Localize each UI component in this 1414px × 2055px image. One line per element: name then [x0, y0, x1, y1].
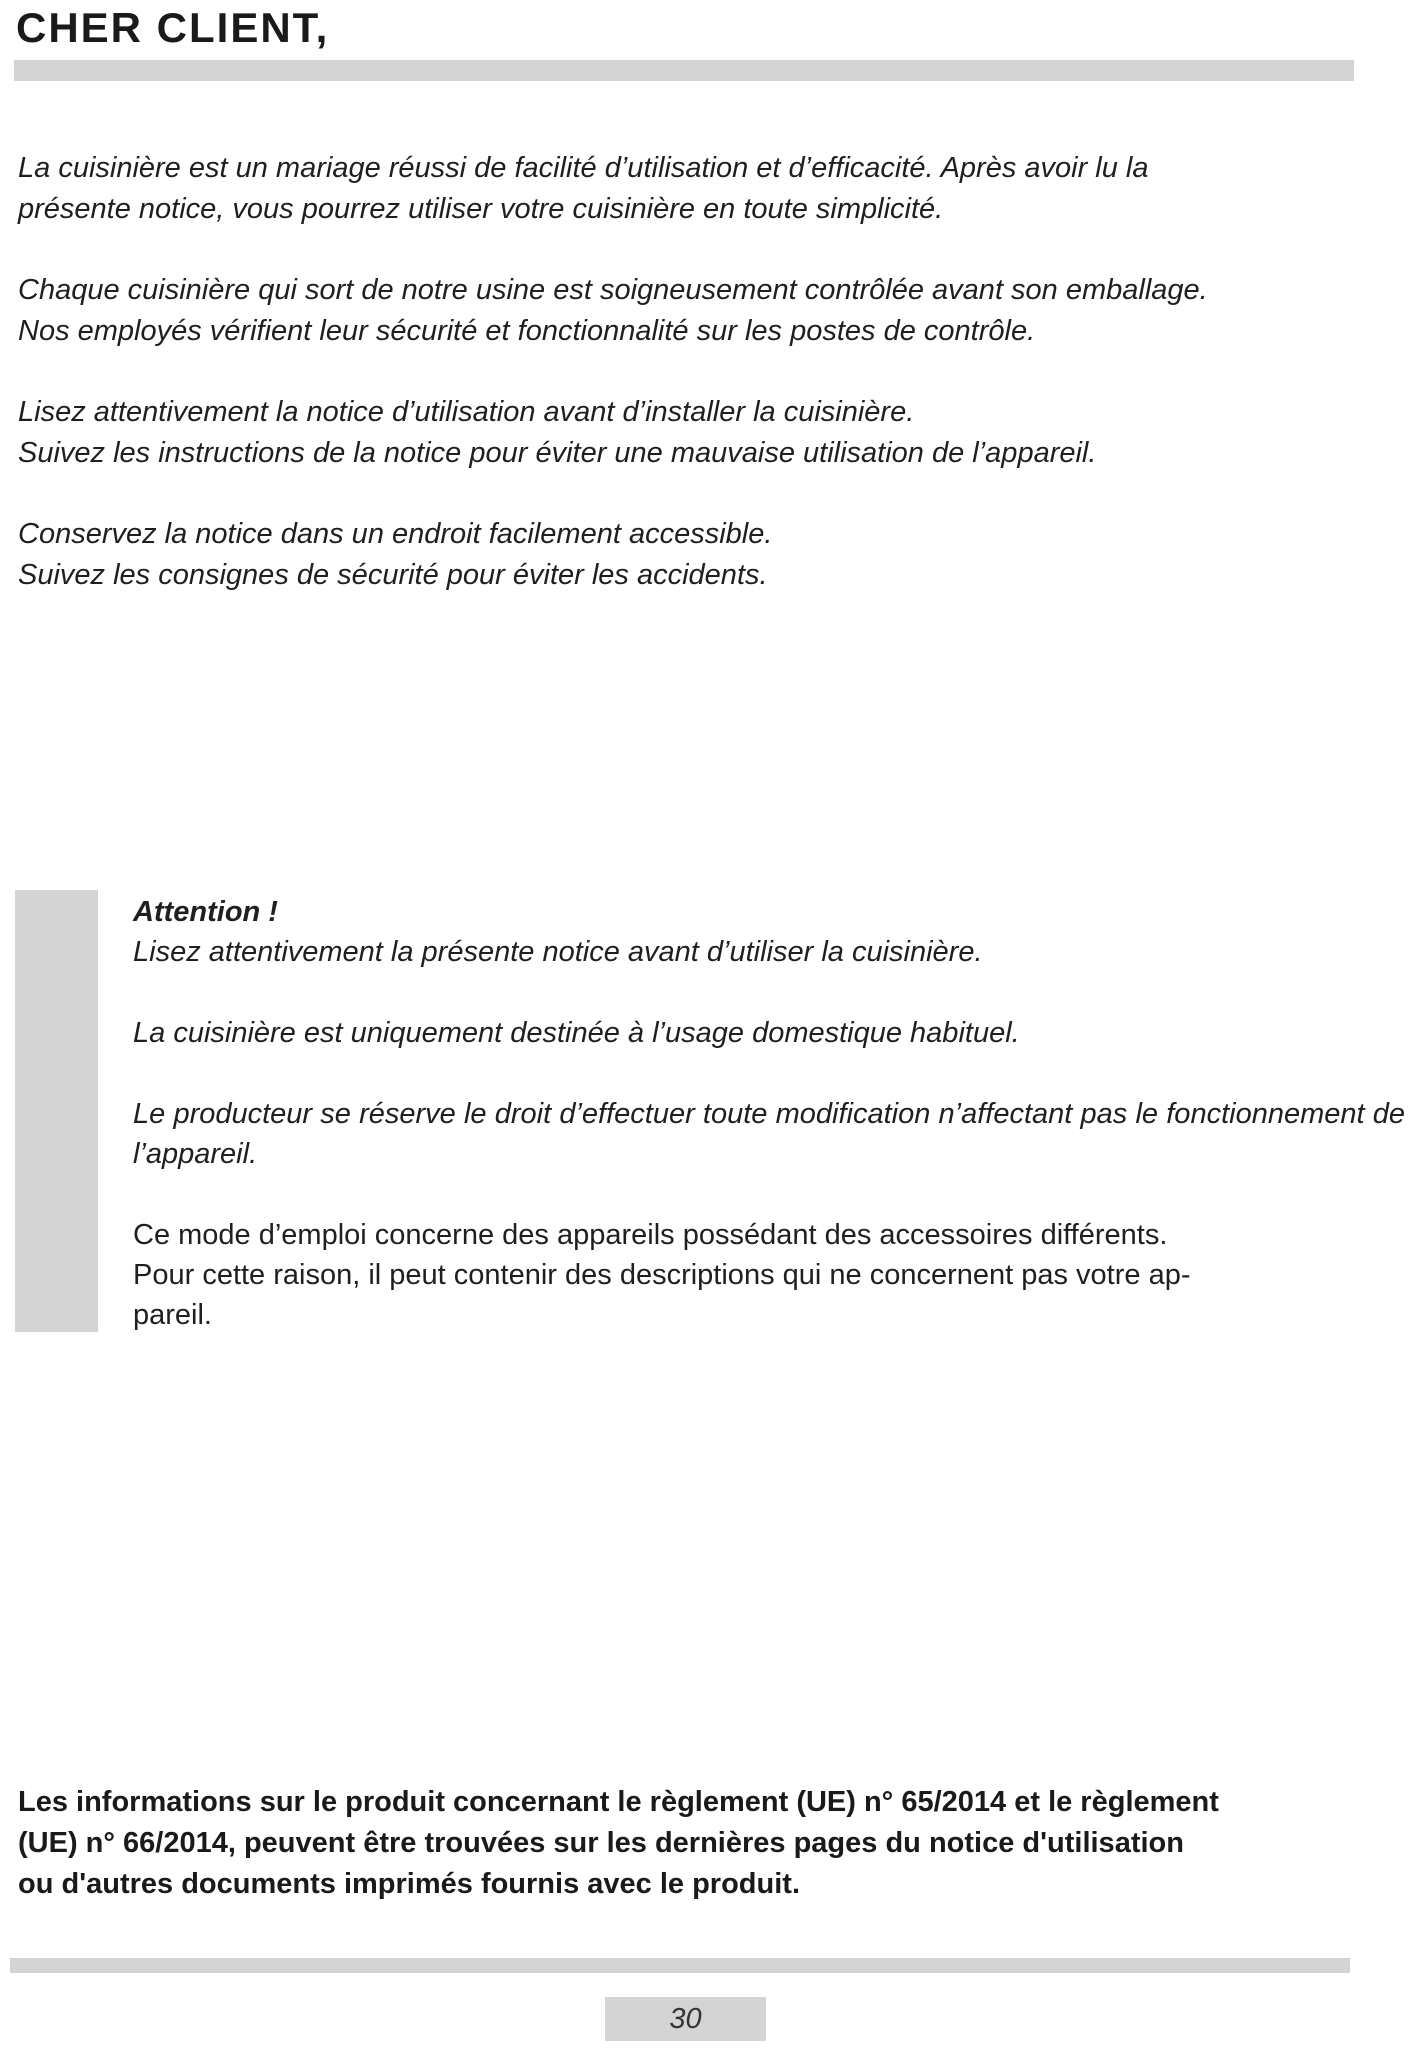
- intro-text: Chaque cuisinière qui sort de notre usine est soigneusement contrôlée avant son emballage.: [18, 274, 1208, 306]
- intro-text: Nos employés vérifient leur sécurité et fonctionnalité sur les postes de contrôle.: [18, 315, 1036, 347]
- attention-text-line: pareil.: [133, 1299, 212, 1331]
- intro-paragraph: [18, 270, 1358, 352]
- intro-text: Lisez attentivement la notice d’utilisation avant d’installer la cuisinière.: [18, 396, 915, 428]
- regulation-notice: [18, 1782, 1398, 1905]
- intro-text: Suivez les consignes de sécurité pour éviter les accidents.: [18, 559, 768, 591]
- attention-text: La cuisinière est uniquement destinée à l’usage domestique habituel.: [133, 1017, 1020, 1049]
- intro-text: La cuisinière est un mariage réussi de facilité d’utilisation et d’efficacité. Après avoir lu la: [18, 152, 1149, 184]
- intro-text: Suivez les instructions de la notice pour éviter une mauvaise utilisation de l’appareil.: [18, 437, 1097, 469]
- intro-paragraph: [18, 392, 1358, 474]
- regulation-text: Les informations sur le produit concernant le règlement (UE) n° 65/2014 et le règlement: [18, 1786, 1219, 1818]
- attention-text: Lisez attentivement la présente notice avant d’utiliser la cuisinière.: [133, 936, 983, 968]
- intro-text: présente notice, vous pourrez utiliser votre cuisinière en toute simplicité.: [18, 193, 944, 225]
- regulation-text: (UE) n° 66/2014, peuvent être trouvées sur les dernières pages du notice d'utilisation: [18, 1827, 1184, 1859]
- attention-text-line: Ce mode d’emploi concerne des appareils possédant des accessoires différents.: [133, 1219, 1168, 1251]
- attention-box: [133, 892, 1405, 1335]
- footer-divider: [10, 1958, 1350, 1973]
- page-title: CHER CLIENT,: [16, 4, 330, 51]
- intro-section: [18, 148, 1358, 636]
- attention-side-bar: [15, 890, 98, 1332]
- intro-paragraph: [18, 514, 1358, 596]
- intro-text: Conservez la notice dans un endroit facilement accessible.: [18, 518, 773, 550]
- attention-text-line: Pour cette raison, il peut contenir des descriptions qui ne concernent pas votre ap-: [133, 1259, 1191, 1291]
- regulation-text: ou d'autres documents imprimés fournis avec le produit.: [18, 1868, 800, 1900]
- intro-paragraph: [18, 148, 1358, 230]
- page-number: 30: [605, 1997, 766, 2041]
- attention-heading: Attention !: [133, 896, 278, 928]
- attention-text: [133, 1215, 1405, 1335]
- attention-text: Le producteur se réserve le droit d’effectuer toute modification n’affectant pas le fonctionnement de l’appareil.: [133, 1098, 1405, 1170]
- header-divider: [14, 60, 1354, 81]
